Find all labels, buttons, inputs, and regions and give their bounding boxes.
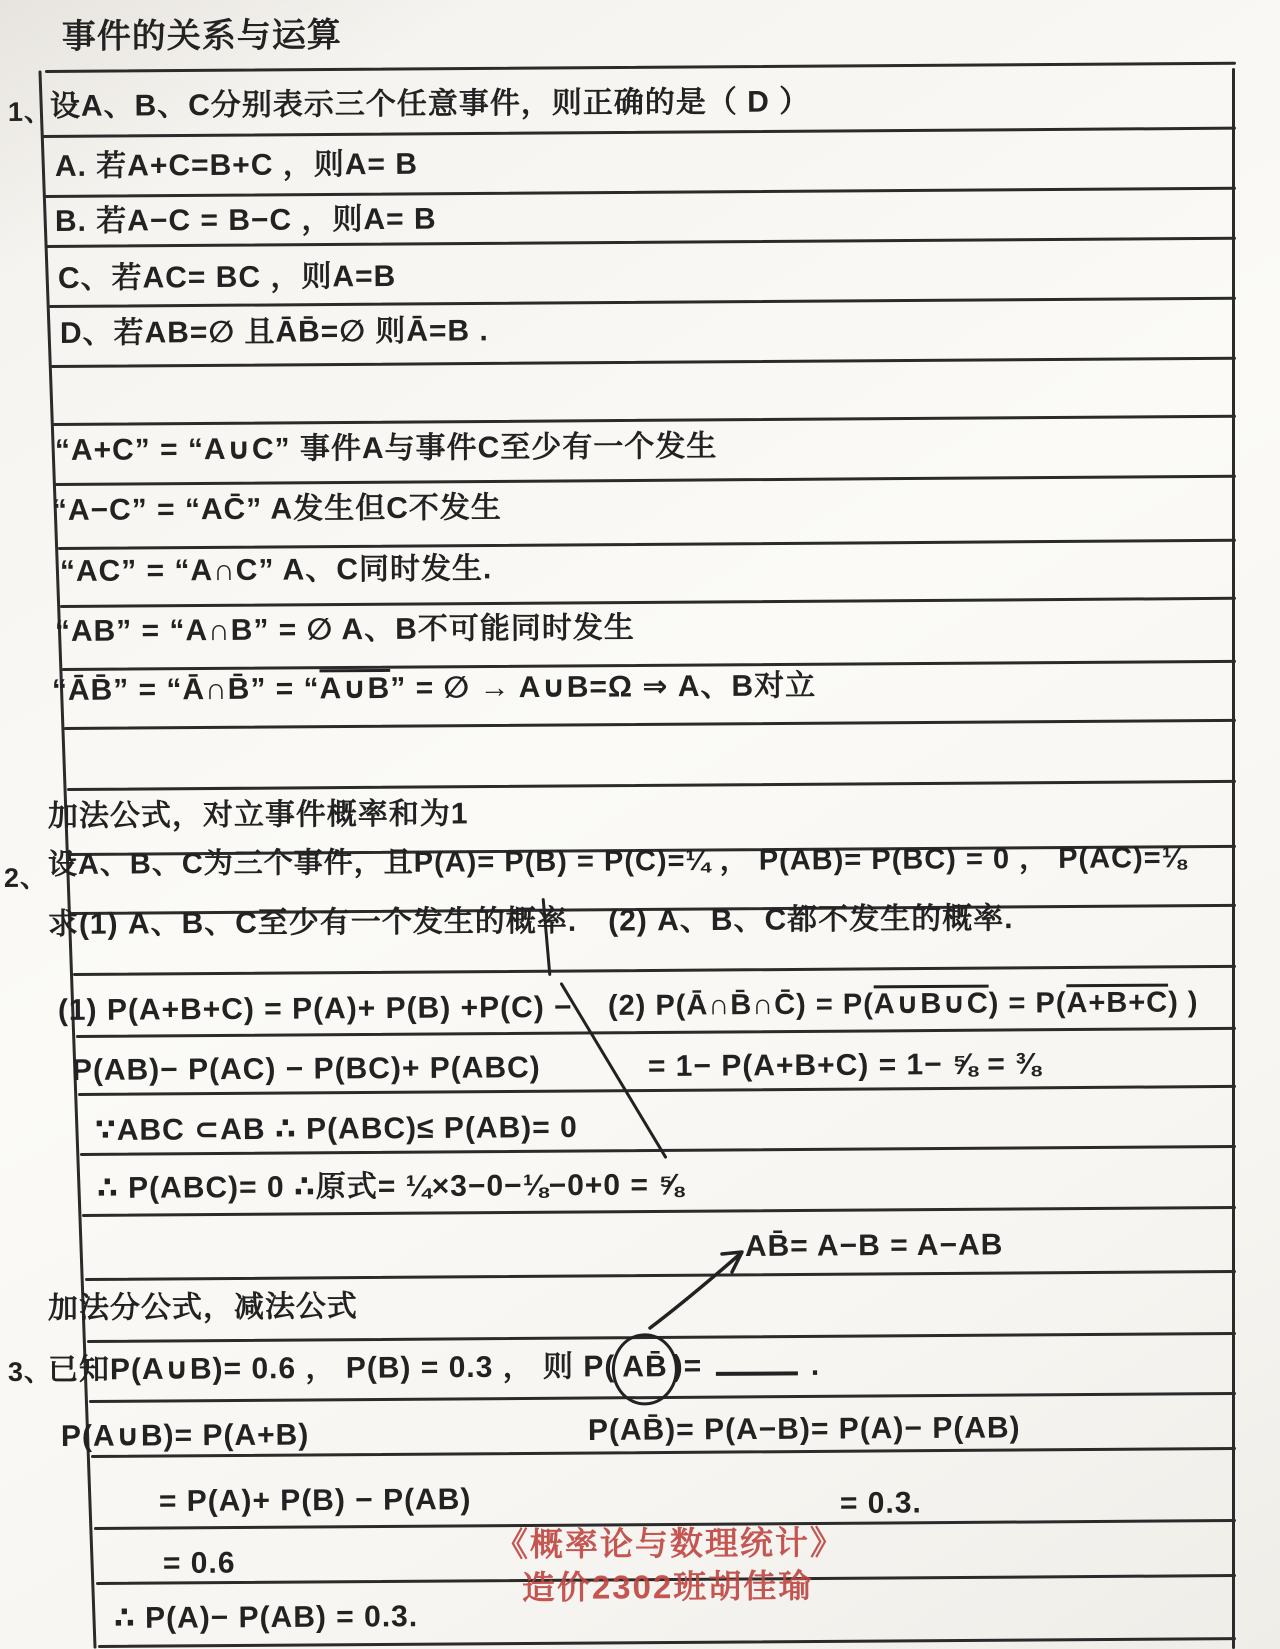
text-segment: )= [672,1349,712,1383]
ruled-line [42,127,1236,138]
q3-right-line-2: = 0.3. [839,1486,922,1520]
text-segment: ) = P( [988,987,1067,1020]
text-segment: ” = ∅ → A∪B=Ω ⇒ A、B对立 [390,669,817,705]
question-1-option-c: C、若AC= BC ，则A=B [57,259,397,296]
q3-left-line-2: = P(A)+ P(B) − P(AB) [158,1483,472,1518]
note-intersection: “AC” = “A∩C” A、C同时发生. [59,552,493,589]
note-union: “A+C” = “A∪C” 事件A与事件C至少有一个发生 [54,429,718,468]
question-1-number: 1、 [7,96,53,128]
ruled-line [55,475,1236,486]
section-3-heading: 加法分公式，减法公式 [47,1290,358,1325]
ruled-line [76,1027,1236,1038]
q3-left-line-4: ∴ P(A)− P(AB) = 0.3. [113,1600,419,1635]
question-2-ask: 求(1) A、B、C至少有一个发生的概率. (2) A、B、C都不发生的概率. [47,902,1014,942]
ruled-line [73,965,1236,976]
q3-left-line-3: = 0.6 [162,1546,236,1580]
note-exclusive: “AB” = “A∩B” = ∅ A、B不可能同时发生 [54,611,635,649]
ruled-line [45,187,1236,198]
ruled-line [45,62,1236,73]
watermark-author: 造价2302班胡佳瑜 [521,1567,814,1606]
overline-term: A∪B [319,671,391,706]
ruled-line [53,415,1236,426]
question-3-stem [48,1343,821,1389]
circled-term: AB̄ [612,1333,678,1405]
text-segment: . [801,1348,821,1382]
note-difference: “A−C” = “AC̄” A发生但C不发生 [51,491,502,528]
question-2-number: 2、 [3,862,49,894]
q3-right-line-1: P(AB̄)= P(A−B)= P(A)− P(AB) [587,1411,1021,1447]
question-1-option-d: D、若AB=∅ 且ĀB̄=∅ 则Ā=B . [59,314,489,351]
solution-2-line-2: = 1− P(A+B+C) = 1− ⅝ = ⅜ [647,1047,1042,1083]
text-segment: (2) P(Ā∩B̄∩C̄) = P( [607,988,874,1023]
right-border-line [1232,68,1235,1649]
solution-1-line-2: P(AB)− P(AC) − P(BC)+ P(ABC) [71,1051,541,1087]
ruled-line [82,1206,1236,1217]
ruled-line [67,780,1236,791]
text-segment: ) ) [1168,986,1199,1019]
q3-left-line-1: P(A∪B)= P(A+B) [60,1418,310,1453]
ruled-line [58,539,1236,550]
ruled-line [49,297,1236,308]
question-1-stem: 设A、B、C分别表示三个任意事件，则正确的是（ D ） [49,85,811,124]
text-segment: 已知P(A∪B)= 0.6 ， P(B) = 0.3 ， 则 P( [47,1350,616,1387]
blank-underline [715,1343,797,1375]
solution-1-line-1: (1) P(A+B+C) = P(A)+ P(B) +P(C) − [57,990,573,1027]
margin-annotation: AB̄= A−B = A−AB [744,1228,1004,1263]
ruled-line [98,1637,1236,1647]
question-3-number: 3、 [7,1356,53,1387]
text-segment: “ĀB̄” = “Ā∩B̄” = “ [51,672,320,708]
question-2-stem: 设A、B、C为三个事件，且P(A)= P(B) = P(C)=¼ ， P(AB)= P(BC) = 0 ， P(AC)=⅛ [47,842,1187,882]
note-complementary [52,667,816,709]
question-1-option-a: A. 若A+C=B+C ，则A= B [54,147,419,184]
solution-1-line-3: ∵ABC ⊂AB ∴ P(ABC)≤ P(AB)= 0 [94,1111,578,1147]
solution-2-line-1 [608,984,1199,1024]
solution-1-line-4: ∴ P(ABC)= 0 ∴原式= ¼×3−0−⅛−0+0 = ⅝ [96,1168,685,1205]
ruled-line [64,719,1236,730]
ruled-line [60,597,1236,608]
overline-term: A+B+C [1066,986,1169,1020]
question-1-option-b: B. 若A−C = B−C ，则A= B [54,202,437,239]
page-title: 事件的关系与运算 [61,16,342,57]
section-2-heading: 加法公式，对立事件概率和为1 [47,797,469,834]
ruled-line [51,357,1236,368]
watermark-title: 《概率论与数理统计》 [494,1523,845,1563]
overline-term: A∪B∪C [873,987,989,1021]
